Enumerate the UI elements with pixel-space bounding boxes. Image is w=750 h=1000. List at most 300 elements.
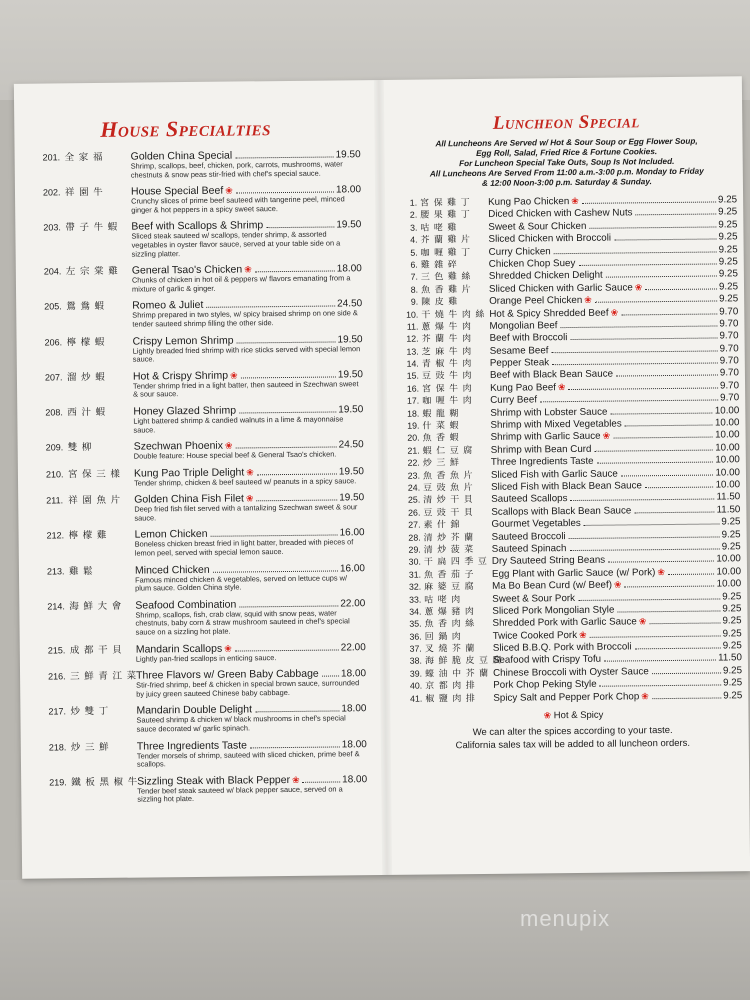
item-number: 27.: [408, 519, 421, 530]
dot-leader: [303, 781, 341, 782]
item-chinese-name: 什 菜 蝦: [422, 420, 460, 431]
chili-pepper-icon: ❀: [610, 307, 619, 318]
item-number: 36.: [409, 631, 422, 642]
item-name: Sweet & Sour Pork: [492, 592, 576, 605]
chili-pepper-icon: ❀: [641, 690, 649, 701]
item-price: 19.50: [335, 149, 361, 161]
item-price: 22.00: [340, 598, 366, 610]
item-chinese-name: 宮 保 雞 丁: [420, 197, 471, 208]
item-name: Mongolian Beef: [489, 320, 558, 332]
item-number: 215.: [47, 644, 66, 656]
item-name: Sweet & Sour Chicken: [488, 220, 587, 233]
item-name: Mandarin Scallops: [135, 642, 223, 656]
item-description: Boneless chicken breast fried in light batter, breaded with pieces of lemon peel, served with special lemon sauce.: [134, 537, 354, 558]
dot-leader: [625, 425, 713, 427]
intro-line: All Luncheons Are Served w/ Hot & Sour Soup or Egg Flower Soup,: [435, 136, 698, 149]
house-item: [44, 331, 362, 366]
dot-leader: [578, 263, 716, 265]
item-number: 5.: [410, 247, 418, 258]
item-name: Shredded Chicken Delight: [488, 270, 603, 283]
item-number: 7.: [410, 271, 418, 283]
item-price: 9.25: [722, 640, 742, 652]
item-number: 17.: [406, 395, 420, 406]
dot-leader: [569, 387, 718, 390]
house-item: [45, 366, 363, 401]
item-chinese-name: 咖 喱 牛 肉: [422, 395, 473, 406]
item-chinese-name: 魚 香 茄 子: [423, 568, 475, 580]
dot-leader: [621, 313, 717, 315]
chili-pepper-icon: ❀: [571, 195, 579, 207]
item-chinese-name: 左 宗 棠 雞: [65, 265, 119, 278]
dot-leader: [624, 586, 714, 588]
item-name: Curry Beef: [490, 394, 538, 407]
item-description: Stir-fried shrimp, beef & chicken in special brown sauce, surrounded by juicy green sauteed Chinese baby cabbage.: [136, 678, 360, 699]
dot-leader: [250, 746, 340, 748]
item-price: 19.50: [337, 368, 363, 381]
item-price: 19.50: [339, 492, 365, 504]
item-number: 4.: [410, 234, 418, 245]
item-number: 26.: [408, 507, 421, 518]
dot-leader: [634, 511, 714, 513]
item-name: Golden China Special: [130, 149, 233, 163]
dot-leader: [613, 437, 713, 439]
item-price: 9.70: [719, 318, 739, 330]
item-name: House Special Beef: [130, 184, 224, 198]
item-chinese-name: 青 椒 牛 肉: [421, 358, 473, 369]
intro-line: All Luncheons Are Served From 11:00 a.m.-3:00 p.m. Monday to Friday: [429, 166, 704, 179]
house-item: [49, 771, 367, 806]
item-name: Sauteed Scallops: [491, 493, 568, 506]
item-number: 11.: [406, 321, 419, 332]
item-name: Hot & Spicy Shredded Beef: [489, 307, 609, 320]
dot-leader: [636, 214, 717, 216]
dot-leader: [621, 474, 714, 476]
item-description: Shrimp, scallops, fish, crab claw, squid with snow peas, water chestnuts, baby corn & straw mushroom sauteed in chef's special sauce on a sizzling hot plate.: [135, 608, 350, 637]
item-name: Shrimp with Mixed Vegetables: [490, 418, 622, 431]
intro-line: For Luncheon Special Take Outs, Soup Is Not Included.: [458, 156, 675, 169]
item-price: 9.25: [717, 194, 738, 206]
item-description: Chunks of chicken in hot oil & peppers w/ flavors emanating from a mixture of garlic & ginger.: [131, 273, 351, 294]
item-name: Shrimp with Lobster Sauce: [490, 406, 608, 419]
item-name: Chinese Broccoli with Oyster Sauce: [492, 666, 649, 679]
item-name: Honey Glazed Shrimp: [133, 404, 237, 418]
item-number: 1.: [409, 197, 418, 208]
item-number: 214.: [47, 601, 65, 612]
item-name: Sizzling Steak with Black Pepper: [137, 773, 291, 788]
dot-leader: [237, 341, 336, 343]
item-chinese-name: 雞 雜 碎: [420, 259, 458, 270]
house-item: [43, 217, 361, 260]
item-number: 213.: [46, 565, 65, 577]
item-number: 16.: [406, 383, 420, 394]
item-description: Sliced steak sauteed w/ scallops, tender shrimp, & assorted vegetables in oyster flavor sauce, served at your table side on a sizzling platter.: [131, 229, 341, 259]
chili-pepper-icon: ❀: [557, 381, 566, 393]
house-item: [45, 401, 363, 436]
item-number: 206.: [44, 336, 63, 348]
item-chinese-name: 西 汁 蝦: [67, 406, 107, 419]
item-chinese-name: 蠔 油 中 芥 蘭: [425, 667, 490, 679]
item-price: 18.00: [335, 184, 362, 196]
item-chinese-name: 溜 炒 蝦: [66, 371, 106, 384]
house-item: [46, 489, 364, 524]
luncheon-notes: [403, 723, 743, 753]
intro-line: Egg Roll, Salad, Fried Rice & Fortune Cookies.: [476, 147, 658, 158]
item-price: 10.00: [716, 553, 741, 565]
item-chinese-name: 咕 咾 雞: [420, 221, 458, 233]
item-chinese-name: 祥 園 牛: [64, 187, 104, 199]
dot-leader: [606, 276, 717, 278]
item-name: Sliced Chicken with Broccoli: [488, 232, 612, 246]
item-number: 210.: [45, 469, 64, 480]
dot-leader: [552, 363, 718, 366]
item-description: Light battered shrimp & candied walnuts in a lime & mayonnaise sauce.: [133, 414, 344, 435]
item-price: 9.70: [719, 367, 739, 379]
item-description: Sauteed shrimp & chicken w/ black mushrooms in chef's special sauce decorated w/ garlic spinach.: [136, 713, 346, 734]
item-name: Sauteed Spinach: [491, 543, 567, 555]
item-price: 19.50: [338, 465, 364, 478]
item-name: Kung Pao Triple Delight: [133, 466, 245, 480]
chili-pepper-icon: ❀: [613, 579, 622, 590]
item-chinese-name: 檸 檬 蝦: [66, 336, 106, 348]
item-number: 212.: [46, 530, 65, 541]
dot-leader: [594, 449, 713, 451]
item-price: 10.00: [716, 565, 742, 578]
item-chinese-name: 清 炒 菠 菜: [423, 543, 475, 555]
item-name: Sliced Fish with Garlic Sauce: [490, 468, 618, 481]
item-name: Shredded Pork with Garlic Sauce: [492, 616, 637, 630]
chili-pepper-icon: ❀: [224, 440, 233, 451]
item-number: 209.: [45, 442, 64, 453]
item-name: Beef with Black Bean Sauce: [489, 369, 614, 382]
item-chinese-name: 炒 三 鮮: [422, 457, 460, 468]
item-price: 19.50: [337, 333, 363, 345]
item-price: 11.50: [718, 652, 742, 664]
item-number: 41.: [410, 693, 423, 704]
item-chinese-name: 干 扁 四 季 豆: [423, 556, 488, 567]
dot-leader: [610, 412, 712, 414]
chili-pepper-icon: ❀: [229, 370, 238, 381]
chili-pepper-icon: ❀: [584, 294, 592, 305]
dot-leader: [614, 239, 716, 241]
dot-leader: [617, 610, 720, 612]
item-number: 32.: [408, 581, 422, 592]
dot-leader: [211, 535, 338, 537]
chili-pepper-icon: ❀: [225, 185, 233, 196]
item-name: Sliced Pork Mongolian Style: [492, 604, 615, 617]
item-number: 28.: [408, 532, 421, 543]
house-item: [48, 639, 366, 665]
dot-leader: [255, 271, 335, 273]
item-chinese-name: 蝦 龍 糊: [422, 407, 460, 419]
item-name: Sauteed Broccoli: [491, 530, 566, 543]
dot-leader: [645, 487, 714, 489]
dot-leader: [540, 400, 718, 403]
item-chinese-name: 帶 子 牛 蝦: [65, 222, 119, 234]
item-chinese-name: 蔥 爆 牛 肉: [421, 320, 472, 332]
item-price: 19.50: [336, 219, 362, 231]
item-number: 2.: [409, 210, 418, 221]
chili-pepper-icon: ❀: [246, 467, 254, 478]
item-chinese-name: 魚 香 肉 絲: [424, 618, 476, 629]
item-name: Szechwan Phoenix: [133, 439, 224, 453]
item-chinese-name: 椒 鹽 肉 排: [425, 692, 476, 704]
item-name: Pork Chop Peking Style: [493, 678, 597, 692]
item-price: 9.25: [722, 665, 743, 677]
item-name: Ma Bo Bean Curd (w/ Beef): [492, 579, 612, 592]
luncheon-special-title: Luncheon Special: [492, 111, 640, 134]
item-chinese-name: 芥 蘭 牛 肉: [421, 333, 473, 344]
item-number: 18.: [407, 408, 420, 419]
page-fold: [374, 80, 392, 875]
item-chinese-name: 魚 香 蝦: [422, 432, 460, 443]
intro-line: & 12:00 Noon-3:00 p.m. Saturday & Sunday.: [481, 177, 652, 188]
item-name: Seafood with Crispy Tofu: [492, 654, 602, 667]
dot-leader: [597, 462, 714, 464]
item-name: Golden China Fish Filet: [134, 492, 244, 506]
dot-leader: [589, 226, 716, 228]
item-price: 16.00: [339, 562, 366, 575]
house-item: [43, 146, 361, 181]
item-price: 9.70: [720, 392, 740, 404]
dot-leader: [569, 548, 719, 551]
dot-leader: [561, 325, 718, 328]
dot-leader: [595, 301, 717, 303]
house-item: [47, 525, 365, 560]
dot-leader: [236, 447, 337, 449]
item-chinese-name: 回 鍋 肉: [424, 630, 462, 642]
item-chinese-name: 叉 燒 芥 蘭: [424, 643, 476, 654]
item-description: Shrimp prepared in two styles, w/ spicy braised shrimp on one side & tender sauteed shrimp filling the other side.: [132, 308, 358, 329]
dot-leader: [652, 672, 721, 674]
dot-leader: [235, 649, 339, 651]
house-item: [48, 665, 366, 700]
item-chinese-name: 蔥 爆 豬 肉: [424, 605, 475, 617]
photo-background-bottom: [0, 880, 750, 1000]
item-name: Minced Chicken: [134, 563, 210, 577]
item-chinese-name: 芝 麻 牛 肉: [421, 345, 473, 357]
item-chinese-name: 宮 保 牛 肉: [422, 382, 473, 394]
item-price: 19.50: [338, 404, 364, 416]
item-number: 203.: [43, 222, 61, 233]
item-name: Dry Sauteed String Beans: [491, 554, 606, 568]
item-chinese-name: 陳 皮 雞: [421, 296, 459, 307]
item-price: 9.25: [723, 689, 743, 702]
item-chinese-name: 素 什 錦: [423, 519, 461, 530]
item-price: 18.00: [340, 668, 367, 680]
item-name: Seafood Combination: [135, 598, 237, 612]
item-chinese-name: 炒 三 鮮: [70, 741, 110, 753]
item-number: 218.: [48, 741, 67, 753]
item-number: 33.: [408, 594, 422, 605]
dot-leader: [255, 711, 339, 713]
item-price: 9.25: [721, 541, 741, 553]
dot-leader: [257, 473, 337, 475]
item-price: 9.25: [722, 590, 742, 602]
item-price: 10.00: [715, 466, 741, 479]
chili-pepper-icon: ❀: [245, 493, 254, 504]
item-chinese-name: 京 都 肉 排: [425, 680, 476, 691]
item-description: Deep fried fish filet served with a tantalizing Szechwan sweet & sour sauce.: [134, 502, 358, 523]
dot-leader: [236, 192, 334, 194]
dot-leader: [645, 288, 717, 290]
chili-pepper-icon: ❀: [579, 629, 587, 640]
item-price: 11.50: [716, 491, 741, 503]
item-name: Diced Chicken with Cashew Nuts: [488, 207, 633, 221]
item-price: 11.50: [716, 504, 741, 516]
item-price: 9.70: [719, 305, 739, 317]
item-name: General Tsao's Chicken: [131, 263, 243, 277]
item-name: Crispy Lemon Shrimp: [132, 334, 234, 348]
item-number: 19.: [407, 420, 420, 431]
item-name: Pepper Steak: [489, 357, 550, 369]
item-chinese-name: 咕 咾 肉: [424, 593, 462, 605]
item-name: Chicken Chop Suey: [488, 257, 576, 270]
house-item: [43, 181, 361, 216]
dot-leader: [608, 561, 714, 563]
item-number: 204.: [43, 266, 62, 277]
item-number: 35.: [409, 618, 422, 630]
dot-leader: [552, 350, 718, 353]
item-chinese-name: 腰 果 雞 丁: [420, 209, 471, 220]
item-number: 15.: [406, 371, 419, 382]
dot-leader: [578, 598, 720, 600]
item-price: 10.00: [716, 578, 742, 590]
dot-leader: [241, 376, 336, 378]
item-name: Kung Pao Chicken: [488, 196, 570, 208]
item-number: 219.: [49, 777, 67, 788]
item-price: 9.70: [719, 380, 740, 392]
dot-leader: [604, 660, 716, 662]
house-specialties-section: [42, 114, 367, 809]
item-price: 9.25: [718, 243, 738, 256]
item-name: Three Ingredients Taste: [490, 455, 594, 469]
item-number: 201.: [42, 152, 61, 163]
chili-pepper-icon: ❀: [657, 566, 665, 577]
item-number: 211.: [46, 495, 64, 506]
item-price: 9.70: [719, 355, 739, 367]
item-number: 22.: [407, 457, 420, 468]
item-chinese-name: 鴛 鴦 蝦: [66, 301, 106, 313]
item-price: 9.25: [722, 603, 742, 615]
dot-leader: [590, 635, 721, 637]
dot-leader: [616, 375, 718, 377]
item-description: Lightly breaded fried shrimp with rice sticks served with special lemon sauce.: [132, 343, 361, 364]
item-chinese-name: 三 鮮 青 江 菜: [70, 670, 138, 683]
item-number: 31.: [408, 569, 422, 580]
item-name: Shrimp with Garlic Sauce: [490, 431, 601, 444]
spicy-legend-label: Hot & Spicy: [553, 709, 604, 722]
item-chinese-name: 蝦 仁 豆 腐: [422, 444, 474, 456]
item-price: 18.00: [341, 738, 367, 751]
item-description: Tender morsels of shrimp, sauteed with sliced chicken, prime beef & scallops.: [136, 748, 360, 769]
house-item: [46, 463, 364, 489]
chili-pepper-icon: ❀: [602, 431, 611, 442]
item-description: Lightly pan-fried scallops in enticing sauce.: [135, 652, 277, 664]
dot-leader: [582, 201, 716, 203]
item-number: 24.: [407, 482, 421, 493]
item-number: 29.: [408, 544, 421, 555]
item-number: 20.: [407, 433, 420, 444]
dot-leader: [266, 227, 334, 229]
item-name: Shrimp with Bean Curd: [490, 443, 592, 456]
item-name: Three Ingredients Taste: [136, 739, 247, 753]
house-item: [47, 560, 365, 595]
watermark: menupix: [520, 906, 611, 931]
item-name: Sliced B.B.Q. Pork with Broccoli: [492, 641, 632, 654]
item-number: 21.: [407, 445, 420, 456]
item-price: 10.00: [715, 442, 740, 454]
item-name: Beef with Broccoli: [489, 332, 568, 345]
dot-leader: [569, 536, 720, 539]
chili-pepper-icon: ❀: [292, 774, 300, 785]
dot-leader: [235, 156, 333, 158]
item-price: 10.00: [715, 454, 740, 466]
item-description: Famous minced chicken & vegetables, served on lettuce cups w/ plum sauce. Golden China style.: [135, 573, 348, 593]
item-description: Tender shrimp fried in a light batter, then sauteed in Szechwan sweet & sour sauce.: [132, 378, 359, 399]
chili-pepper-icon: ❀: [224, 643, 232, 654]
item-price: 9.25: [722, 627, 742, 640]
item-price: 9.25: [719, 293, 739, 305]
item-name: Sliced Chicken with Garlic Sauce: [488, 282, 633, 295]
item-chinese-name: 魚 香 魚 片: [422, 469, 474, 481]
dot-leader: [571, 499, 715, 502]
dot-leader: [322, 676, 339, 677]
item-price: 10.00: [715, 479, 741, 491]
item-price: 18.00: [336, 263, 362, 275]
chili-pepper-icon: ❀: [634, 281, 643, 293]
item-price: 9.70: [719, 342, 739, 355]
item-name: Mandarin Double Delight: [136, 703, 253, 717]
item-name: Kung Pao Beef: [490, 382, 557, 394]
note-line: California sales tax will be added to all luncheon orders.: [455, 737, 691, 752]
item-name: Twice Cooked Pork: [492, 629, 578, 642]
luncheon-list: [397, 192, 742, 704]
dot-leader: [600, 685, 721, 687]
item-chinese-name: 芥 蘭 雞 片: [420, 234, 472, 245]
item-name: Gourmet Vegetables: [491, 518, 581, 531]
dot-leader: [239, 411, 336, 413]
item-price: 10.00: [714, 429, 740, 441]
item-number: 39.: [409, 668, 423, 679]
item-number: 12.: [406, 333, 419, 345]
house-item: [44, 260, 362, 295]
dot-leader: [213, 570, 338, 572]
item-price: 9.25: [721, 516, 741, 528]
item-number: 6.: [410, 259, 418, 270]
item-name: Three Flavors w/ Green Baby Cabbage: [136, 667, 319, 682]
item-description: Tender shrimp, chicken & beef sauteed w/ peanuts in a spicy sauce.: [133, 475, 357, 488]
item-name: Sliced Fish with Black Bean Sauce: [491, 480, 643, 493]
item-number: 30.: [408, 556, 421, 568]
item-chinese-name: 宮 保 三 樣: [67, 468, 121, 480]
item-chinese-name: 成 都 干 貝: [69, 644, 123, 656]
item-number: 40.: [409, 680, 423, 691]
item-chinese-name: 清 炒 干 貝: [423, 494, 474, 505]
item-price: 24.50: [338, 439, 364, 451]
item-description: Double feature: House special beef & General Tsao's chicken.: [133, 449, 337, 461]
dot-leader: [668, 573, 715, 574]
item-chinese-name: 鐵 板 黑 椒 牛: [71, 776, 139, 789]
item-chinese-name: 炒 雙 丁: [70, 706, 110, 718]
dot-leader: [239, 605, 338, 607]
item-name: Hot & Crispy Shrimp: [132, 369, 229, 383]
item-name: Romeo & Juliet: [132, 299, 204, 312]
item-chinese-name: 清 炒 芥 蘭: [423, 531, 475, 543]
spicy-legend: [402, 708, 742, 723]
item-price: 24.50: [337, 298, 363, 310]
dot-leader: [649, 623, 720, 625]
dot-leader: [554, 251, 717, 254]
